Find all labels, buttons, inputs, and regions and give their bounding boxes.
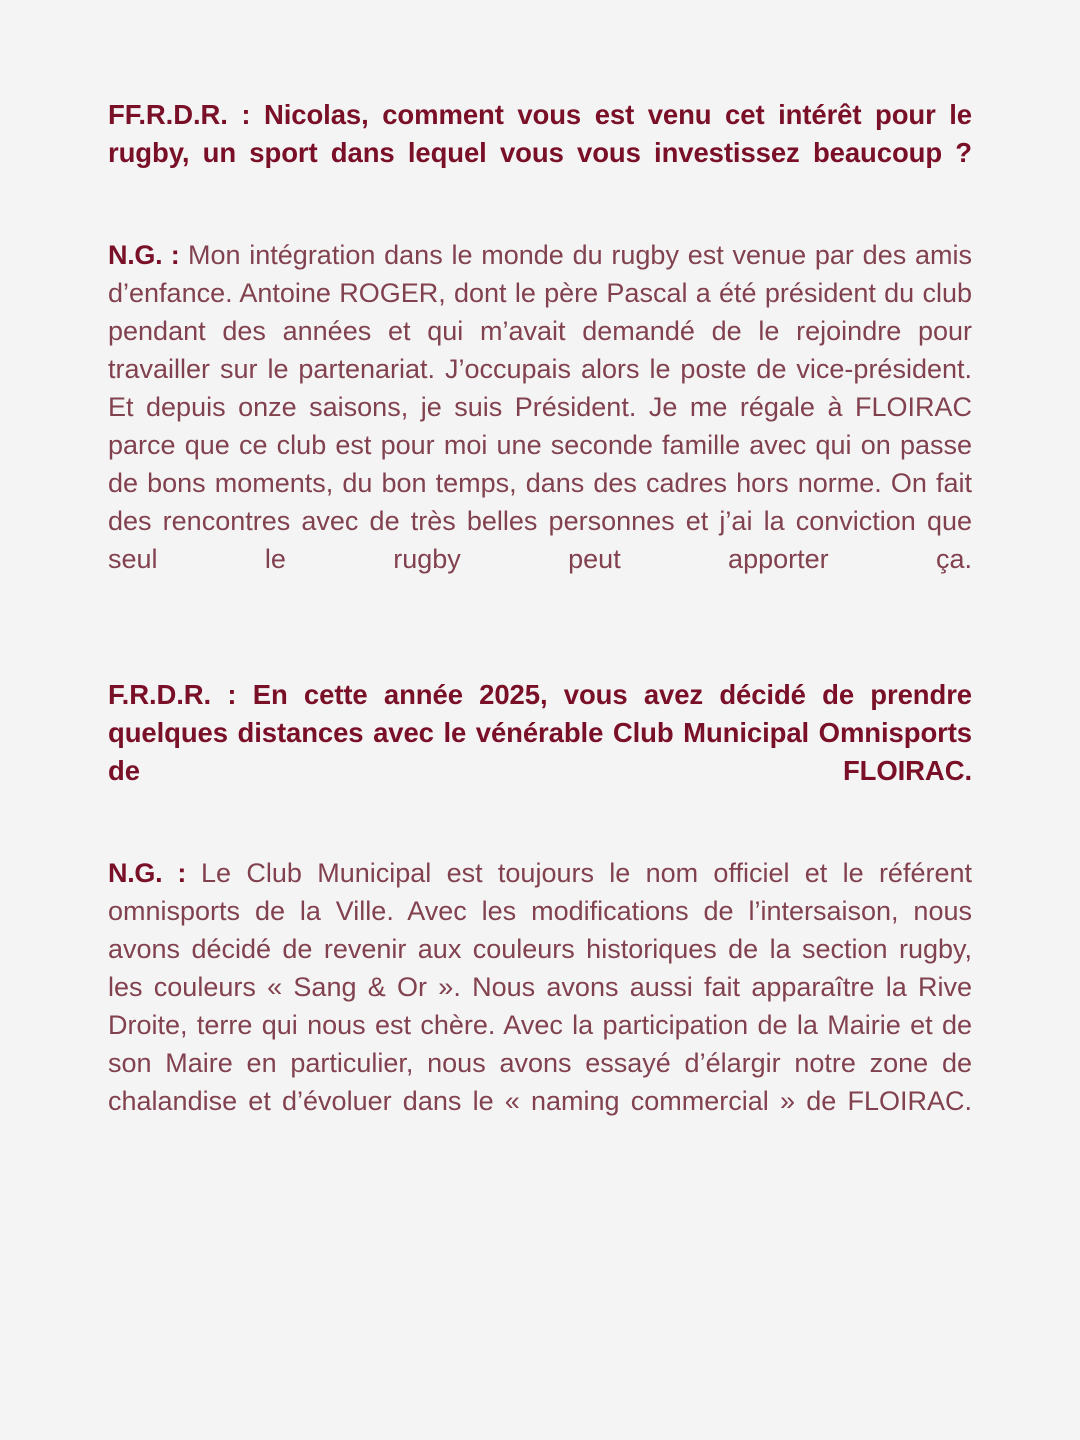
article-content: [108, 96, 972, 1158]
spacer-answer-question: [108, 616, 972, 676]
answer-2-text: Le Club Municipal est toujours le nom officiel et le référent omnisports de la Ville. Avec les modifications de l’intersaison, nous avons décidé de revenir aux couleurs historiques de la section rugby, les couleurs « Sang & Or ». Nous avons aussi fait apparaître la Rive Droite, terre qui nous est chère. Avec la participation de la Mairie et de son Maire en particulier, nous avons essayé d’élargir notre zone de chalandise et d’évoluer dans le « naming commercial » de FLOIRAC.: [108, 858, 972, 1116]
answer-1-speaker-label: N.G. :: [108, 240, 188, 270]
question-2: F.R.D.R. : En cette année 2025, vous avez décidé de prendre quelques distances avec le vénérable Club Municipal Omnisports de FLOIRAC.: [108, 679, 972, 786]
spacer-question-answer-2: [108, 828, 972, 854]
question-1: FF.R.D.R. : Nicolas, comment vous est venu cet intérêt pour le rugby, un sport dans lequel vous vous investissez beaucoup ?: [108, 99, 972, 168]
answer-2-speaker-label: N.G. :: [108, 858, 202, 888]
answer-1: [108, 236, 972, 616]
spacer-question-answer: [108, 210, 972, 236]
answer-1-text: Mon intégration dans le monde du rugby est venue par des amis d’enfance. Antoine ROGER, dont le père Pascal a été président du club pendant des années et qui m’avait demandé de le rejoindre pour travailler sur le partenariat. J’occupais alors le poste de vice-président. Et depuis onze saisons, je suis Président. Je me régale à FLOIRAC parce que ce club est pour moi une seconde famille avec qui on passe de bons moments, du bon temps, dans des cadres hors norme. On fait des rencontres avec de très belles personnes et j’ai la conviction que seul le rugby peut apporter ça.: [108, 240, 972, 574]
answer-2: [108, 854, 972, 1158]
